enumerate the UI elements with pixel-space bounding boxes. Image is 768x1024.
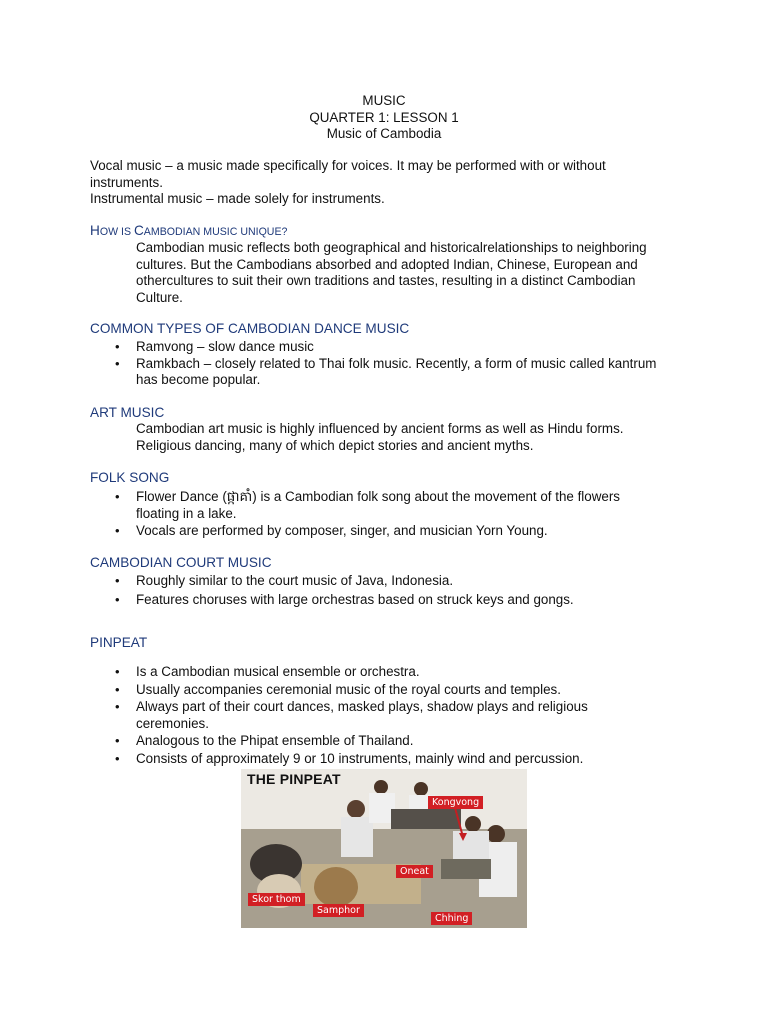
- folk-list: [90, 489, 690, 540]
- heading-art-music: ART MUSIC: [90, 405, 165, 420]
- art-paragraph: [136, 421, 696, 454]
- unique-line-3: othercultures to suit their own traditions and tastes, resulting in a distinct Cambodian: [136, 273, 636, 288]
- definitions: [90, 158, 690, 208]
- list-item-continuation: has become popular.: [136, 372, 261, 387]
- title-line-2: QUARTER 1: LESSON 1: [309, 109, 459, 125]
- document-title: [0, 93, 768, 143]
- bullet-icon: •: [115, 339, 120, 354]
- list-item: • Vocals are performed by composer, singer, and musician Yorn Young.: [115, 523, 548, 538]
- heading-folk-song: FOLK SONG: [90, 470, 170, 485]
- dance-list: [90, 339, 690, 389]
- label-samphor: Samphor: [313, 904, 364, 917]
- bullet-icon: •: [115, 591, 120, 607]
- list-item: • Ramkbach – closely related to Thai folk music. Recently, a form of music called kantrum: [115, 355, 657, 371]
- heading-pinpeat: PINPEAT: [90, 635, 148, 650]
- list-item: • Usually accompanies ceremonial music of the royal courts and temples.: [115, 681, 561, 697]
- heading-unique: HOW IS CAMBODIAN MUSIC UNIQUE?: [90, 223, 288, 238]
- art-line-2: Religious dancing, many of which depict stories and ancient myths.: [136, 437, 534, 453]
- list-item: • Always part of their court dances, masked plays, shadow plays and religious: [115, 699, 588, 714]
- unique-paragraph: [136, 240, 696, 306]
- heading-dance-music: COMMON TYPES OF CAMBODIAN DANCE MUSIC: [90, 321, 410, 336]
- unique-line-2: cultures. But the Cambodians absorbed and adopted Indian, Chinese, European and: [136, 256, 638, 272]
- list-item: • Consists of approximately 9 or 10 instruments, mainly wind and percussion.: [115, 750, 584, 766]
- art-line-1: Cambodian art music is highly influenced by ancient forms as well as Hindu forms.: [136, 421, 624, 436]
- bullet-icon: •: [115, 681, 120, 697]
- label-chhing: Chhing: [431, 912, 472, 925]
- photo-title: THE PINPEAT: [247, 771, 341, 787]
- heading-court-music: CAMBODIAN COURT MUSIC: [90, 555, 272, 570]
- list-item: • Flower Dance (ផ្កាគាំ) is a Cambodian folk song about the movement of the flowers: [115, 489, 620, 504]
- pinpeat-list: [90, 664, 690, 767]
- bullet-icon: •: [115, 664, 120, 679]
- list-item: • Roughly similar to the court music of Java, Indonesia.: [115, 573, 454, 588]
- list-item: • Features choruses with large orchestras based on struck keys and gongs.: [115, 591, 574, 607]
- bullet-icon: •: [115, 573, 120, 588]
- bullet-icon: •: [115, 355, 120, 371]
- bullet-icon: •: [115, 489, 120, 504]
- list-item: • Analogous to the Phipat ensemble of Thailand.: [115, 733, 414, 748]
- pinpeat-photo: [241, 769, 527, 928]
- list-item-continuation: floating in a lake.: [136, 505, 237, 521]
- title-line-3: Music of Cambodia: [326, 126, 442, 141]
- bullet-icon: •: [115, 523, 120, 538]
- bullet-icon: •: [115, 750, 120, 766]
- bullet-icon: •: [115, 699, 120, 714]
- list-item: • Ramvong – slow dance music: [115, 339, 314, 354]
- instrumental-music-definition: Instrumental music – made solely for instruments.: [90, 191, 385, 206]
- label-oneat: Oneat: [396, 865, 433, 878]
- label-kongvong: Kongvong: [428, 796, 483, 809]
- list-item-continuation: ceremonies.: [136, 715, 209, 731]
- unique-line-4: Culture.: [136, 289, 183, 305]
- vocal-music-definition-line-2: instruments.: [90, 174, 163, 190]
- title-line-1: MUSIC: [362, 93, 406, 108]
- unique-line-1: Cambodian music reflects both geographical and historicalrelationships to neighboring: [136, 240, 647, 255]
- bullet-icon: •: [115, 733, 120, 748]
- vocal-music-definition-line-1: Vocal music – a music made specifically for voices. It may be performed with or without: [90, 158, 606, 173]
- court-list: [90, 573, 690, 608]
- label-skor-thom: Skor thom: [248, 893, 305, 906]
- list-item: • Is a Cambodian musical ensemble or orchestra.: [115, 664, 420, 679]
